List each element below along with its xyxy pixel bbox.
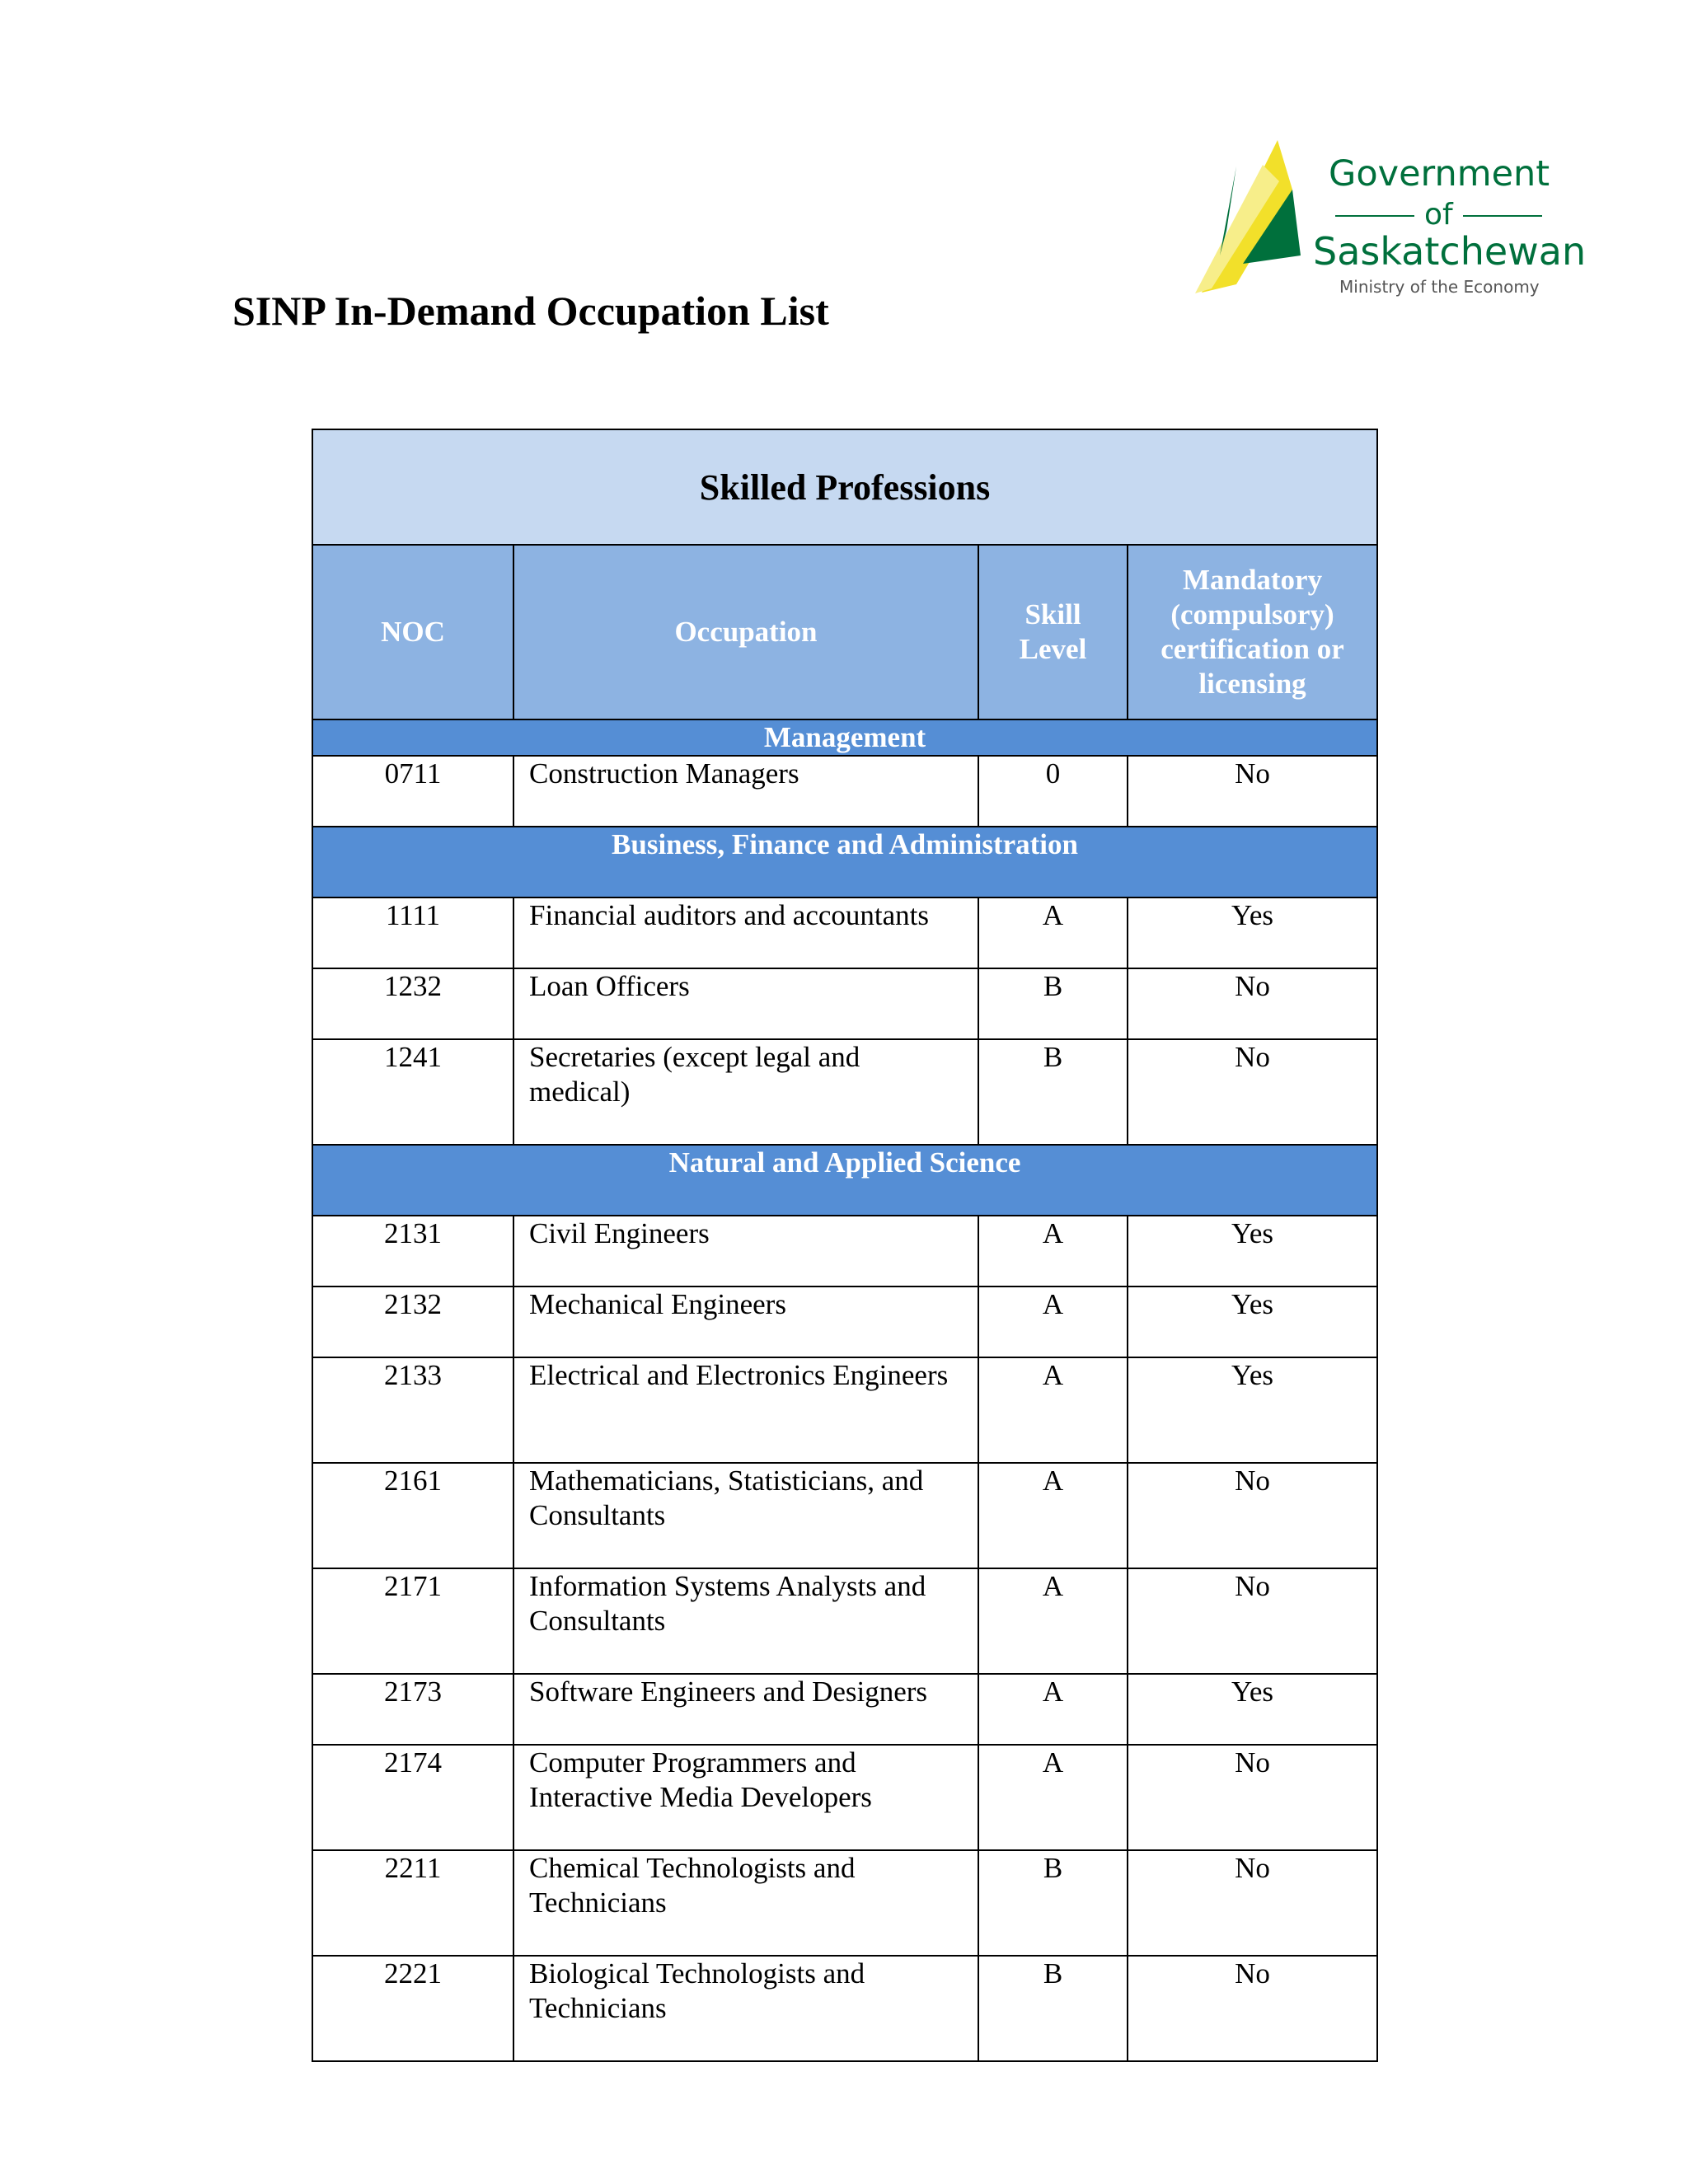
government-logo: [1187, 132, 1587, 305]
occupation-cell: Mathematicians, Statisticians, and Consultants: [513, 1463, 978, 1568]
occupation-cell: Construction Managers: [513, 756, 978, 827]
logo-text-ministry: Ministry of the Economy: [1339, 277, 1540, 297]
mandatory-cell: No: [1128, 968, 1377, 1039]
occupation-table: [312, 429, 1378, 2062]
table-row: [312, 1286, 1377, 1357]
table-row: [312, 1674, 1377, 1745]
occupation-cell: Civil Engineers: [513, 1216, 978, 1286]
occupation-cell: Loan Officers: [513, 968, 978, 1039]
mandatory-cell: No: [1128, 1568, 1377, 1674]
occupation-cell: Electrical and Electronics Engineers: [513, 1357, 978, 1463]
noc-cell: 1232: [312, 968, 513, 1039]
table-row: [312, 1216, 1377, 1286]
skill-level-cell: B: [978, 1039, 1128, 1145]
header-occupation: Occupation: [513, 545, 978, 719]
table-row: [312, 898, 1377, 968]
occupation-cell: Software Engineers and Designers: [513, 1674, 978, 1745]
noc-cell: 2173: [312, 1674, 513, 1745]
header-mandatory-certification: Mandatory (compulsory) certification or licensing: [1128, 545, 1377, 719]
skill-level-cell: A: [978, 1463, 1128, 1568]
occupation-cell: Computer Programmers and Interactive Media Developers: [513, 1745, 978, 1850]
mandatory-cell: Yes: [1128, 898, 1377, 968]
noc-cell: 2131: [312, 1216, 513, 1286]
noc-cell: 2132: [312, 1286, 513, 1357]
skill-level-cell: A: [978, 1745, 1128, 1850]
mandatory-cell: No: [1128, 1039, 1377, 1145]
page-title: SINP In-Demand Occupation List: [232, 288, 829, 334]
noc-cell: 1241: [312, 1039, 513, 1145]
noc-cell: 0711: [312, 756, 513, 827]
table-row: [312, 1039, 1377, 1145]
header-skill-level: Skill Level: [978, 545, 1128, 719]
wheat-emblem-icon: [1187, 132, 1311, 297]
mandatory-cell: No: [1128, 1745, 1377, 1850]
table-row: [312, 1745, 1377, 1850]
noc-cell: 2133: [312, 1357, 513, 1463]
occupation-cell: Mechanical Engineers: [513, 1286, 978, 1357]
mandatory-cell: Yes: [1128, 1674, 1377, 1745]
skill-level-cell: A: [978, 1674, 1128, 1745]
header-noc: NOC: [312, 545, 513, 719]
occupation-cell: Information Systems Analysts and Consultants: [513, 1568, 978, 1674]
noc-cell: 2161: [312, 1463, 513, 1568]
mandatory-cell: No: [1128, 1463, 1377, 1568]
skill-level-cell: A: [978, 1286, 1128, 1357]
noc-cell: 2221: [312, 1956, 513, 2061]
table-row: [312, 756, 1377, 827]
table-row: [312, 968, 1377, 1039]
mandatory-cell: No: [1128, 1850, 1377, 1956]
section-header: Management: [312, 719, 1377, 756]
noc-cell: 1111: [312, 898, 513, 968]
occupation-cell: Financial auditors and accountants: [513, 898, 978, 968]
mandatory-cell: Yes: [1128, 1357, 1377, 1463]
occupation-cell: Secretaries (except legal and medical): [513, 1039, 978, 1145]
skill-level-cell: A: [978, 898, 1128, 968]
table-row: [312, 1956, 1377, 2061]
table-row: [312, 1463, 1377, 1568]
table-row: [312, 1357, 1377, 1463]
mandatory-cell: No: [1128, 1956, 1377, 2061]
noc-cell: 2211: [312, 1850, 513, 1956]
skill-level-cell: B: [978, 1850, 1128, 1956]
section-header: Business, Finance and Administration: [312, 827, 1377, 898]
skill-level-cell: A: [978, 1357, 1128, 1463]
skill-level-cell: B: [978, 1956, 1128, 2061]
skill-level-cell: B: [978, 968, 1128, 1039]
skill-level-cell: A: [978, 1568, 1128, 1674]
table-row: [312, 1568, 1377, 1674]
logo-text-saskatchewan: Saskatchewan: [1313, 229, 1587, 274]
section-header: Natural and Applied Science: [312, 1145, 1377, 1216]
skill-level-cell: A: [978, 1216, 1128, 1286]
table-caption: Skilled Professions: [312, 429, 1377, 545]
mandatory-cell: Yes: [1128, 1216, 1377, 1286]
logo-text-of: of: [1325, 198, 1541, 232]
noc-cell: 2171: [312, 1568, 513, 1674]
skill-level-cell: 0: [978, 756, 1128, 827]
noc-cell: 2174: [312, 1745, 513, 1850]
occupation-cell: Chemical Technologists and Technicians: [513, 1850, 978, 1956]
mandatory-cell: Yes: [1128, 1286, 1377, 1357]
occupation-cell: Biological Technologists and Technicians: [513, 1956, 978, 2061]
table-row: [312, 1850, 1377, 1956]
mandatory-cell: No: [1128, 756, 1377, 827]
logo-text-government: Government: [1329, 153, 1550, 194]
